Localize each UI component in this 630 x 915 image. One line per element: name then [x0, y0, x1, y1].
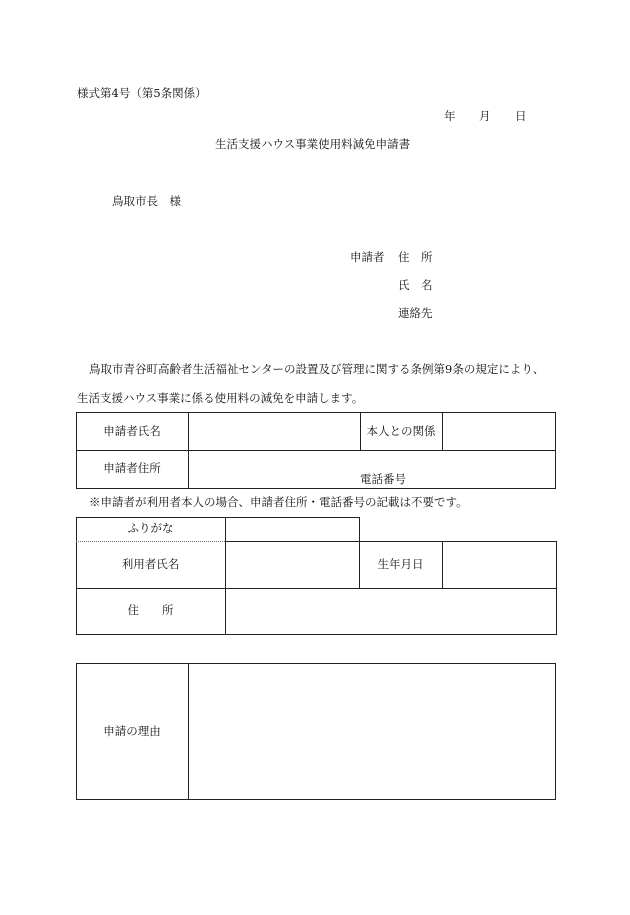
user-table-bottom-border	[76, 634, 556, 635]
form-number: 様式第4号（第5条関係）	[77, 86, 207, 100]
user-table-right-border	[556, 541, 557, 635]
date-month-label: 月	[479, 109, 491, 123]
page-title: 生活支援ハウス事業使用料減免申請書	[215, 137, 411, 151]
birth-date-value-divider	[442, 541, 443, 588]
applicant-table-col-divider	[188, 412, 189, 489]
user-name-top-border	[225, 541, 556, 542]
body-line-1: 鳥取市青谷町高齢者生活福祉センターの設置及び管理に関する条例第9条の規定により、	[89, 362, 545, 376]
relationship-header: 本人との関係	[366, 424, 436, 438]
user-table-left-border	[76, 517, 77, 635]
date-year-label: 年	[444, 109, 456, 123]
applicant-name-label: 氏 名	[398, 278, 433, 292]
body-line-2: 生活支援ハウス事業に係る使用料の減免を申請します。	[77, 391, 364, 405]
phone-label: 電話番号	[360, 472, 406, 486]
applicant-table-row-divider	[76, 450, 556, 451]
user-address-header: 住 所	[127, 603, 174, 617]
note-text: ※申請者が利用者本人の場合、申請者住所・電話番号の記載は不要です。	[89, 495, 468, 509]
birth-date-header: 生年月日	[377, 557, 424, 571]
user-name-header: 利用者氏名	[121, 557, 180, 571]
user-table-top-border	[76, 517, 359, 518]
date-day-label: 日	[515, 109, 527, 123]
applicant-contact-label: 連絡先	[398, 306, 433, 320]
applicant-label: 申請者	[350, 250, 385, 264]
user-table-col-divider	[225, 517, 226, 635]
reason-table-col-divider	[188, 663, 189, 800]
applicant-address-label: 住 所	[398, 250, 433, 264]
furigana-dotted-divider	[76, 541, 225, 542]
applicant-name-header: 申請者氏名	[103, 424, 161, 438]
reason-header: 申請の理由	[103, 724, 161, 738]
furigana-header: ふりがな	[127, 521, 174, 535]
applicant-address-header: 申請者住所	[103, 461, 161, 475]
addressee: 鳥取市長 様	[112, 194, 181, 208]
relationship-value-divider	[442, 412, 443, 450]
furigana-right-border	[359, 517, 360, 541]
address-row-divider	[76, 588, 556, 589]
